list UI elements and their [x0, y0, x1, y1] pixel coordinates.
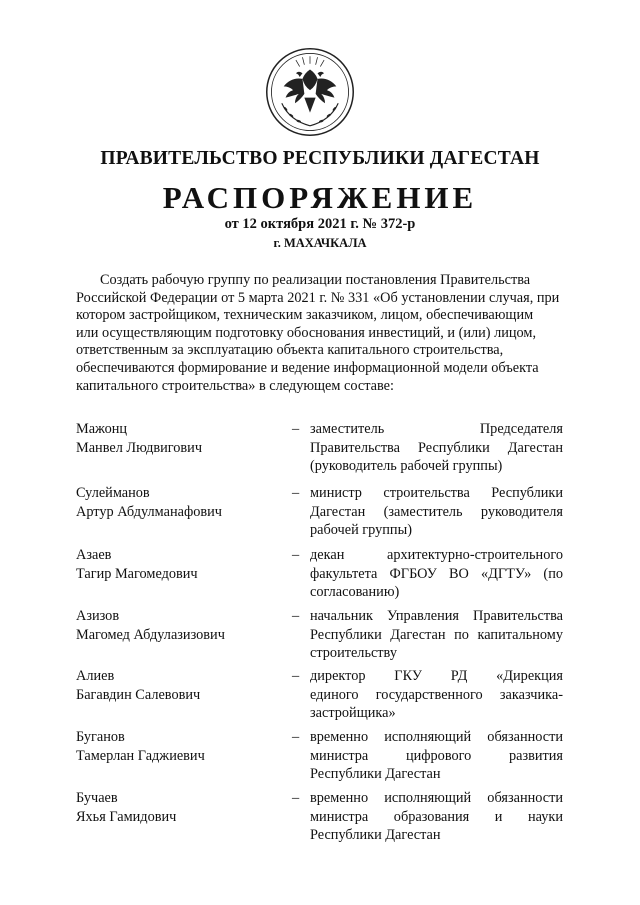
- member-given-name: Яхья Гамидович: [76, 808, 177, 825]
- intro-line: ответственным за эксплуатацию объекта капитального строительства,: [76, 342, 504, 359]
- role-line: министр строительства Республики: [310, 485, 563, 501]
- member-name: [76, 789, 286, 826]
- role-line: факультета ФГБОУ ВО «ДГТУ» (по: [310, 565, 563, 582]
- member-role: [310, 546, 563, 602]
- member-name: [76, 728, 286, 765]
- role-line: Республики Дагестан по капитальному: [310, 626, 563, 643]
- member-given-name: Манвел Людвигович: [76, 439, 203, 456]
- member-name: [76, 420, 286, 457]
- role-line: заместитель Председателя: [310, 421, 563, 437]
- dash-separator: –: [292, 485, 300, 501]
- document-type-title: РАСПОРЯЖЕНИЕ: [162, 180, 478, 215]
- role-line: министра образования и науки: [310, 808, 563, 825]
- role-line: застройщика»: [310, 705, 396, 721]
- member-given-name: Багавдин Салевович: [76, 686, 201, 703]
- role-line: временно исполняющий обязанности: [310, 729, 563, 745]
- member-given-name: Тагир Магомедович: [76, 565, 198, 582]
- role-line: временно исполняющий обязанности: [310, 790, 563, 806]
- role-line: начальник Управления Правительства: [310, 608, 563, 624]
- coat-of-arms-emblem: [263, 45, 357, 139]
- member-given-name: Магомед Абдулазизович: [76, 626, 225, 643]
- role-line: Правительства Республики Дагестан: [310, 439, 563, 456]
- member-surname: Сулейманов: [76, 485, 150, 501]
- role-line: директор ГКУ РД «Дирекция: [310, 668, 563, 684]
- intro-line: обеспечиваются формирование и ведение информационной модели объекта: [76, 359, 539, 376]
- dash-separator: –: [292, 421, 300, 437]
- dash-separator: –: [292, 790, 300, 806]
- member-role: [310, 484, 563, 540]
- member-surname: Буганов: [76, 729, 125, 745]
- intro-line: котором застройщиком, техническим заказчиком, лицом, обеспечивающим: [76, 307, 534, 324]
- document-city: г. МАХАЧКАЛА: [273, 236, 367, 250]
- member-role: [310, 667, 563, 723]
- role-line: министра цифрового развития: [310, 747, 563, 764]
- intro-line: капитального строительства» в следующем составе:: [76, 377, 394, 394]
- member-given-name: Тамерлан Гаджиевич: [76, 747, 205, 764]
- role-line: Дагестан (заместитель руководителя: [310, 503, 563, 520]
- member-given-name: Артур Абдулманафович: [76, 503, 222, 520]
- role-line: Республики Дагестан: [310, 766, 441, 782]
- member-role: [310, 420, 563, 476]
- member-name: [76, 484, 286, 521]
- intro-paragraph: [76, 272, 563, 395]
- dash-separator: –: [292, 668, 300, 684]
- role-line: Республики Дагестан: [310, 827, 441, 843]
- document-date-number: от 12 октября 2021 г. № 372-р: [224, 216, 416, 232]
- member-name: [76, 667, 286, 704]
- member-name: [76, 607, 286, 644]
- member-surname: Азизов: [76, 608, 120, 624]
- role-line: (руководитель рабочей группы): [310, 458, 503, 474]
- member-surname: Бучаев: [76, 790, 118, 806]
- dash-separator: –: [292, 547, 300, 563]
- intro-line: или осуществляющим подготовку обоснования инвестиций, и (или) лицом,: [76, 324, 537, 341]
- dash-separator: –: [292, 729, 300, 745]
- intro-line: Создать рабочую группу по реализации постановления Правительства: [100, 272, 531, 288]
- member-surname: Мажонц: [76, 421, 128, 437]
- member-role: [310, 607, 563, 663]
- intro-line: Российской Федерации от 5 марта 2021 г. № 331 «Об установлении случая, при: [76, 289, 560, 306]
- dash-separator: –: [292, 608, 300, 624]
- government-title: ПРАВИТЕЛЬСТВО РЕСПУБЛИКИ ДАГЕСТАН: [100, 148, 540, 169]
- member-surname: Азаев: [76, 547, 112, 563]
- role-line: рабочей группы): [310, 522, 412, 538]
- role-line: строительству: [310, 645, 397, 661]
- role-line: декан архитектурно-строительного: [310, 547, 563, 563]
- member-surname: Алиев: [76, 668, 115, 684]
- member-role: [310, 728, 563, 784]
- member-name: [76, 546, 286, 583]
- role-line: единого государственного заказчика-: [310, 686, 563, 703]
- role-line: согласованию): [310, 584, 400, 600]
- member-role: [310, 789, 563, 845]
